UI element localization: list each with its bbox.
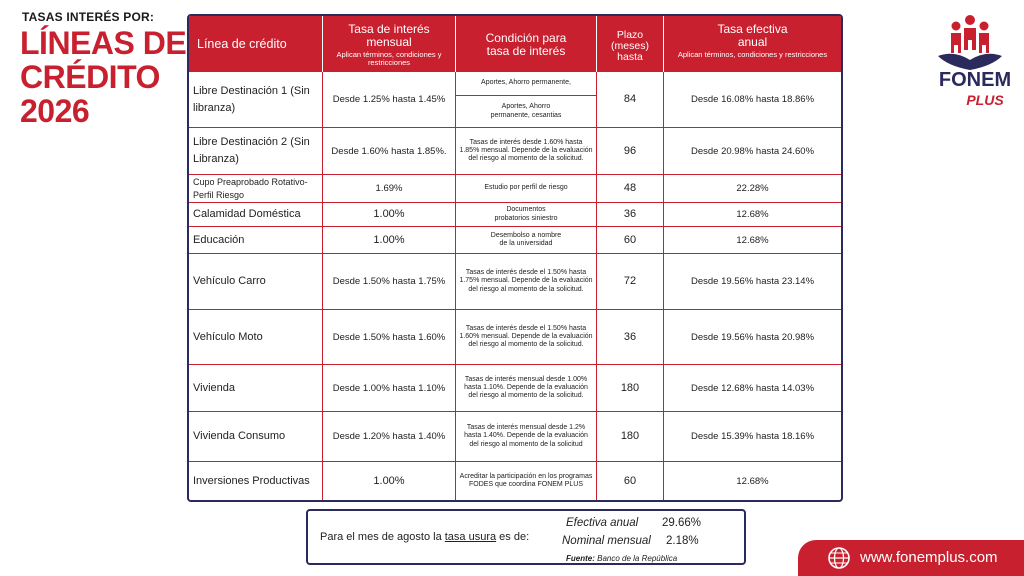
row-5-condicion: Desembolso a nombre de la universidad bbox=[456, 227, 597, 254]
header-condicion bbox=[456, 16, 597, 72]
usura-source bbox=[566, 554, 677, 563]
row-1-efectiva: Desde 16.08% hasta 18.86% bbox=[664, 72, 841, 128]
usura-efectiva-label: Efectiva anual bbox=[566, 517, 639, 529]
row-5-linea: Educación bbox=[189, 227, 323, 254]
header-condicion-label: Condición para tasa de interés bbox=[485, 31, 567, 58]
row-9-condicion: Tasas de interés mensual desde 1.2% hasta 1.40%. Depende de la evaluación del riesgo al momento de la solicitud bbox=[456, 412, 597, 462]
row-2-mensual: Desde 1.60% hasta 1.85%. bbox=[323, 128, 456, 175]
title-line-2: CRÉDITO bbox=[20, 59, 160, 95]
usura-source-label: Fuente: bbox=[566, 554, 595, 563]
row-9-plazo: 180 bbox=[597, 412, 664, 462]
row-8-efectiva: Desde 12.68% hasta 14.03% bbox=[664, 365, 841, 412]
website-link[interactable]: www.fonemplus.com bbox=[860, 549, 998, 566]
row-5-efectiva: 12.68% bbox=[664, 227, 841, 254]
globe-icon bbox=[828, 547, 850, 569]
usura-label-post: es de: bbox=[496, 531, 530, 543]
credit-lines-table bbox=[187, 14, 843, 502]
row-1-condicion: Aportes, Ahorro permanente, bbox=[456, 72, 597, 96]
usura-source-value: Banco de la República bbox=[594, 554, 678, 563]
row-6-efectiva: Desde 19.56% hasta 23.14% bbox=[664, 254, 841, 310]
row-8-plazo: 180 bbox=[597, 365, 664, 412]
website-banner[interactable] bbox=[798, 540, 1024, 576]
row-2-linea: Libre Destinación 2 (Sin Libranza) bbox=[189, 128, 323, 175]
row-2-efectiva: Desde 20.98% hasta 24.60% bbox=[664, 128, 841, 175]
row-4-linea: Calamidad Doméstica bbox=[189, 203, 323, 227]
row-5-plazo: 60 bbox=[597, 227, 664, 254]
header-tasa-efectiva-sub: Aplican términos, condiciones y restricciones bbox=[677, 50, 828, 59]
row-7-mensual: Desde 1.50% hasta 1.60% bbox=[323, 310, 456, 365]
header-plazo bbox=[597, 16, 664, 72]
header-tasa-efectiva-label: Tasa efectiva anual bbox=[717, 22, 788, 49]
header-tasa-mensual-label: Tasa de interés mensual bbox=[348, 22, 430, 49]
row-4-mensual: 1.00% bbox=[323, 203, 456, 227]
row-10-plazo: 60 bbox=[597, 462, 664, 500]
row-9-linea: Vivienda Consumo bbox=[189, 412, 323, 462]
header-linea bbox=[189, 16, 323, 72]
row-1-mensual: Desde 1.25% hasta 1.45% bbox=[323, 72, 456, 128]
usura-nominal-value: 2.18% bbox=[666, 535, 699, 547]
header-linea-label: Línea de crédito bbox=[197, 37, 287, 51]
row-6-linea: Vehículo Carro bbox=[189, 254, 323, 310]
row-6-mensual: Desde 1.50% hasta 1.75% bbox=[323, 254, 456, 310]
row-4-condicion: Documentos probatorios siniestro bbox=[456, 203, 597, 227]
row-9-mensual: Desde 1.20% hasta 1.40% bbox=[323, 412, 456, 462]
row-7-plazo: 36 bbox=[597, 310, 664, 365]
usura-label-link: tasa usura bbox=[444, 531, 497, 543]
main-title bbox=[20, 26, 190, 128]
header-tasa-efectiva bbox=[664, 16, 841, 72]
row-3-mensual: 1.69% bbox=[323, 175, 456, 203]
row-5-mensual: 1.00% bbox=[323, 227, 456, 254]
row-9-efectiva: Desde 15.39% hasta 18.16% bbox=[664, 412, 841, 462]
row-4-efectiva: 12.68% bbox=[664, 203, 841, 227]
title-line-3: 2026 bbox=[20, 93, 90, 129]
row-7-linea: Vehículo Moto bbox=[189, 310, 323, 365]
row-1-plazo: 84 bbox=[597, 72, 664, 128]
row-8-linea: Vivienda bbox=[189, 365, 323, 412]
logo-name: FONEM bbox=[938, 69, 1012, 91]
usura-label-pre: Para el mes de agosto la bbox=[320, 531, 445, 543]
usura-box bbox=[306, 509, 746, 565]
row-3-plazo: 48 bbox=[597, 175, 664, 203]
row-10-condicion: Acreditar la participación en los programas FODES que coordina FONEM PLUS bbox=[456, 462, 597, 500]
row-10-linea: Inversiones Productivas bbox=[189, 462, 323, 500]
header-tasa-mensual bbox=[323, 16, 456, 72]
usura-label bbox=[320, 531, 529, 543]
row-8-mensual: Desde 1.00% hasta 1.10% bbox=[323, 365, 456, 412]
row-6-plazo: 72 bbox=[597, 254, 664, 310]
usura-nominal-label: Nominal mensual bbox=[562, 535, 651, 547]
row-3-efectiva: 22.28% bbox=[664, 175, 841, 203]
title-line-1: LÍNEAS DE bbox=[20, 25, 187, 61]
header-plazo-label: Plazo (meses) hasta bbox=[611, 29, 649, 63]
row-1-linea: Libre Destinación 1 (Sin libranza) bbox=[189, 72, 323, 128]
usura-efectiva-value: 29.66% bbox=[662, 517, 702, 529]
row-7-condicion: Tasas de interés desde el 1.50% hasta 1.60% mensual. Depende de la evaluación del riesgo al momento de la solicitud. bbox=[456, 310, 597, 365]
header-tasa-mensual-sub: Aplican términos, condiciones y restricciones bbox=[336, 50, 442, 67]
row-10-mensual: 1.00% bbox=[323, 462, 456, 500]
logo-sub: PLUS bbox=[966, 92, 1004, 108]
row-3-condicion: Estudio por perfil de riesgo bbox=[456, 175, 597, 203]
row-7-efectiva: Desde 19.56% hasta 20.98% bbox=[664, 310, 841, 365]
row-3-linea: Cupo Preaprobado Rotativo-Perfil Riesgo bbox=[189, 175, 323, 203]
row-6-condicion: Tasas de interés desde el 1.50% hasta 1.75% mensual. Depende de la evaluación del riesgo al momento de la solicitud. bbox=[456, 254, 597, 310]
row-4-plazo: 36 bbox=[597, 203, 664, 227]
row-2-condicion: Tasas de interés desde 1.60% hasta 1.85% mensual. Depende de la evaluación del riesgo al momento de la solicitud. bbox=[456, 128, 597, 175]
row-1-condicion-2: Aportes, Ahorro permanente, cesantias bbox=[456, 96, 597, 128]
pre-title: TASAS INTERÉS POR: bbox=[22, 10, 155, 24]
row-2-plazo: 96 bbox=[597, 128, 664, 175]
row-10-efectiva: 12.68% bbox=[736, 475, 769, 487]
row-8-condicion: Tasas de interés mensual desde 1.00% hasta 1.10%. Depende de la evaluación del riesgo al momento de la solicitud. bbox=[456, 365, 597, 412]
